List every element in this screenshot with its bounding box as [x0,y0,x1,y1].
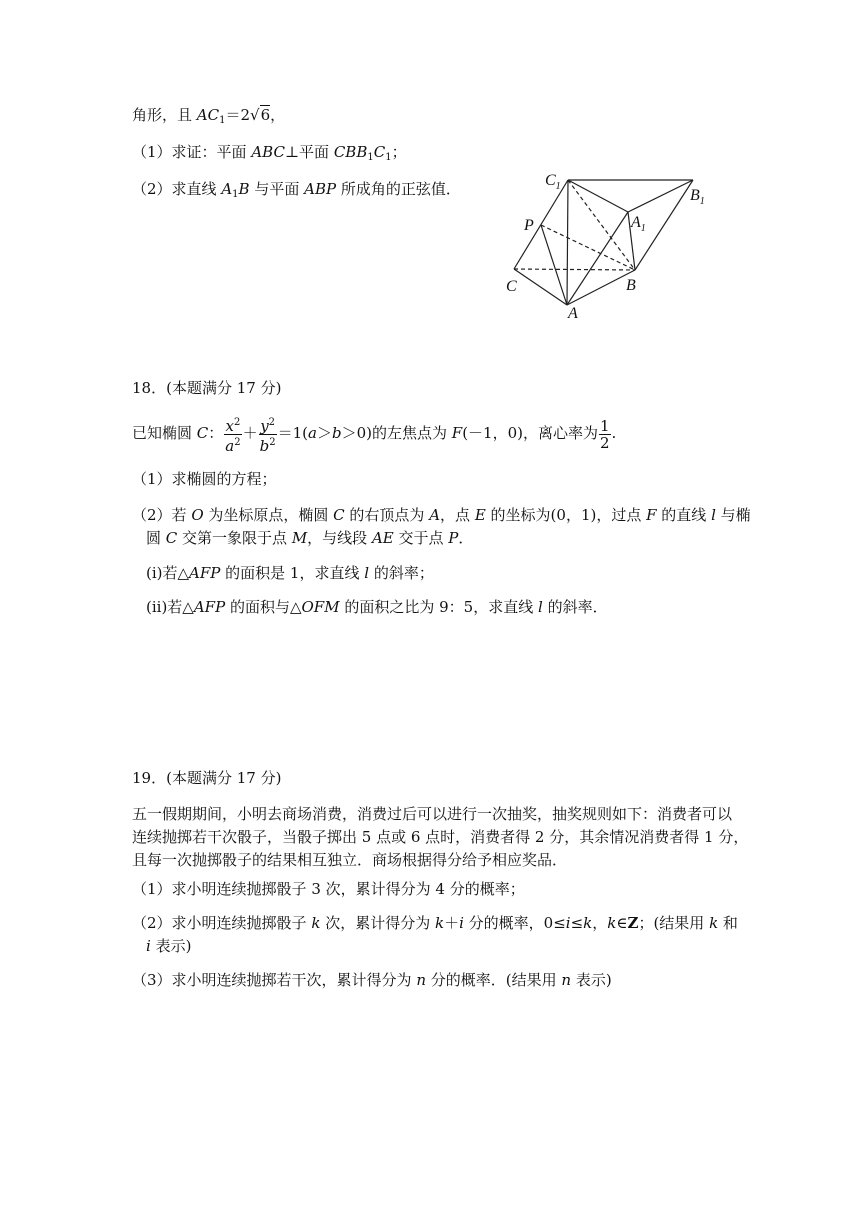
q19-part1: （1）求小明连续抛掷骰子 3 次，累计得分为 4 分的概率； [132,880,525,898]
q18-sub-ii: (ii)若△AFP 的面积与△OFM 的面积之比为 9：5，求直线 l 的斜率． [146,598,608,616]
edge-P-B-dashed [541,225,635,270]
label-B: B [626,277,636,294]
prism-figure [500,165,720,325]
edge-A-A1 [567,212,628,305]
q19-part3: （3）求小明连续抛掷若干次，累计得分为 n 分的概率．(结果用 n 表示) [132,971,612,989]
edge-P-A [541,225,567,305]
edge-C-A [514,269,567,305]
edge-A-B [567,270,635,305]
q18-sub-i: (i)若△AFP 的面积是 1，求直线 l 的斜率； [146,564,434,582]
q19-part2-line2: i 表示) [146,937,192,955]
label-P: P [524,217,534,234]
q17-part2: （2）求直线 $A_1B$ 与平面 ABP 所成角的正弦值． [132,180,461,200]
label-B1: $B_1$ [690,187,705,207]
q18-part1: （1）求椭圆的方程； [132,470,277,488]
q19-header: 19．(本题满分 17 分) [132,769,282,787]
fraction-x2-a2: $\frac{x^2}{a^2}$ [225,416,241,455]
label-C: C [506,278,517,295]
edge-C1-B-dashed [568,180,635,270]
q17-continuation: 角形，且 $AC_1=2√6$， [132,106,286,126]
fraction-y2-b2: $\frac{y^2}{b^2}$ [259,416,276,455]
edge-C1-C [514,180,568,269]
edge-C1-A [567,180,568,305]
label-A: A [568,305,578,322]
q19-stem-line2: 连续抛掷若干次骰子，当骰子掷出 5 点或 6 点时，消费者得 2 分，其余情况消费者得 1 分， [132,828,749,846]
q19-part2-line1: （2）求小明连续抛掷骰子 k 次，累计得分为 k＋i 分的概率，0≤i≤k，k∈Z；(结果用 k 和 [132,914,738,932]
fraction-one-half: $\frac{1}{2}$ [599,416,610,452]
q18-stem: 已知椭圆 C： $\frac{x^2}{a^2}$ ＋ $\frac{y^2}{b^2}$ ＝1(a＞b＞0)的左焦点为 F(－1，0)，离心率为 $\frac{1}{2}$ . [132,416,617,455]
sqrt-sign: √ [250,106,260,124]
q18-header: 18．(本题满分 17 分) [132,379,282,397]
edge-C1-A1 [568,180,628,212]
label-A1: $A_1$ [631,214,646,234]
edge-C-B-dashed [514,269,635,270]
q18-part2-line1: （2）若 O 为坐标原点，椭圆 C 的右顶点为 A，点 E 的坐标为(0，1)，过点 F 的直线 l 与椭 [132,506,751,524]
label-C1: $C_1$ [545,172,561,192]
q17-part1: （1）求证：平面 ABC⊥平面 $CBB_1C_1$； [132,143,407,163]
q19-stem-line1: 五一假期期间，小明去商场消费，消费过后可以进行一次抽奖，抽奖规则如下：消费者可以 [132,805,733,823]
q18-part2-line2: 圆 C 交第一象限于点 M，与线段 AE 交于点 P． [146,529,474,547]
q19-stem-line3: 且每一次抛掷骰子的结果相互独立．商场根据得分给予相应奖品． [132,851,568,869]
